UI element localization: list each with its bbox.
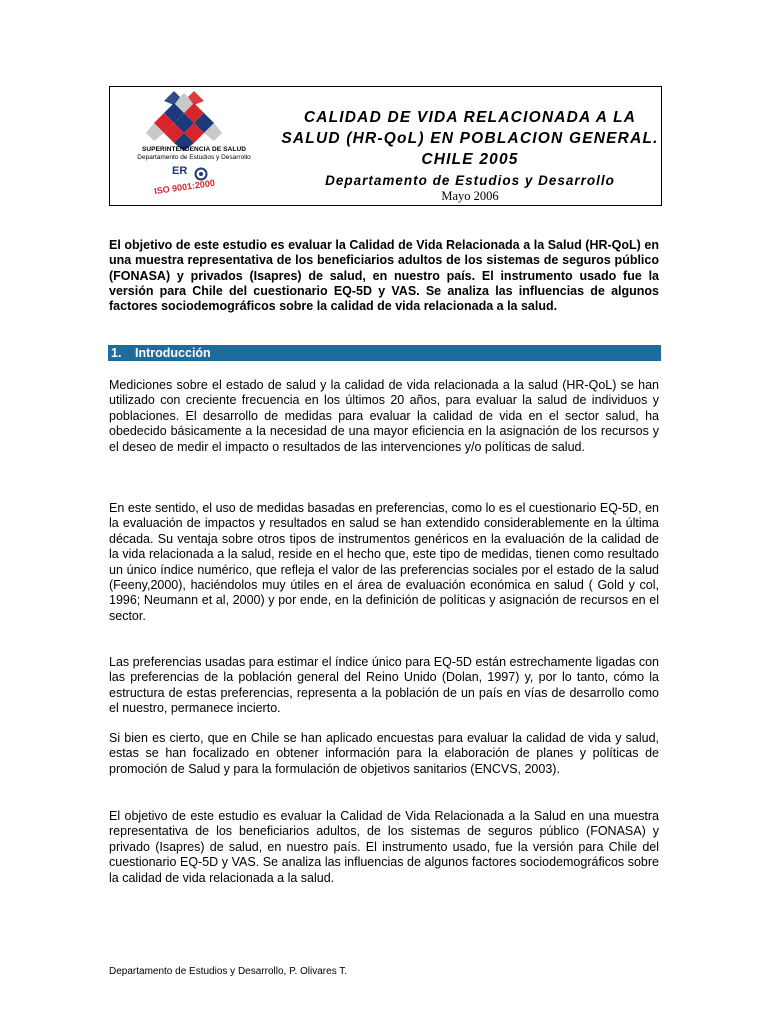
document-header — [109, 86, 662, 206]
publication-date: Mayo 2006 — [441, 189, 499, 203]
cross-emblem-icon — [114, 91, 274, 151]
abstract-paragraph: El objetivo de este estudio es evaluar la Calidad de Vida Relacionada a la Salud (HR-QoL) en una muestra representativa de los beneficiarios adultos de los sistemas de seguros público (FONASA) y privados (Isapres) de salud, en nuestro país. El instrumento usado fue la versión para Chile del cuestionario EQ-5D y VAS. Se analiza las influencias de algunos factores sociodemográficos sobre la calidad de vida relacionada a la salud. — [109, 238, 659, 314]
page-footer: Departamento de Estudios y Desarrollo, P. Olivares T. — [109, 966, 348, 977]
body-paragraph-1: Mediciones sobre el estado de salud y la calidad de vida relacionada a la salud (HR-QoL) se han utilizado con creciente frecuencia en los últimos 20 años, para evaluar la salud de individuos y poblaciones. El desarrollo de medidas para evaluar la calidad de vida en el sector salud, ha obedecido básicamente a la necesidad de una mayor eficiencia en la asignación de los recursos y el deseo de medir el impacto o resultados de las intervenciones y/o políticas de salud. — [109, 378, 659, 454]
title-block — [280, 107, 660, 204]
body-paragraph-3: Las preferencias usadas para estimar el índice único para EQ-5D están estrechamente ligadas con las preferencias de la población general del Reino Unido (Dolan, 1997) y, por lo tanto, cómo la estructura de estas preferencias, representa a la población de un país en vías de desarrollo como el nuestro, permanece incierto. — [109, 655, 659, 716]
section-number: 1. — [111, 346, 122, 360]
superintendencia-logo — [114, 91, 274, 203]
body-paragraph-2: En este sentido, el uso de medidas basadas en preferencias, como lo es el cuestionario EQ-5D, en la evaluación de impactos y resultados en salud se han extendido considerablemente en la última década. Su ventaja sobre otros tipos de instrumentos genéricos en la evaluación de la calidad de la vida relacionada a la salud, reside en el hecho que, este tipo de medidas, tienen como resultado un único índice numérico, que refleja el valor de las preferencias sociales por el estado de la salud (Feeny,2000), haciéndolos muy útiles en el área de evaluación económica en salud ( Gold y col, 1996; Neumann et al, 2000) y por ende, en la definición de políticas y asignación de recursos en el sector. — [109, 501, 659, 623]
body-paragraph-5: El objetivo de este estudio es evaluar la Calidad de Vida Relacionada a la Salud en una muestra representativa de los beneficiarios adultos, de los sistemas de seguros público (FONASA) y privado (Isapres) de salud, en nuestro país. El instrumento usado, fue la versión para Chile del cuestionario EQ-5D y VAS. Se analiza las influencias de algunos factores sociodemográficos sobre la calidad de vida relacionada a la salud. — [109, 809, 659, 885]
section-heading-introduccion — [108, 345, 661, 361]
department-subtitle: Departamento de Estudios y Desarrollo — [325, 173, 615, 188]
title-line-2: SALUD (HR-QoL) EN POBLACION GENERAL. — [281, 130, 659, 147]
title-line-1: CALIDAD DE VIDA RELACIONADA A LA — [303, 109, 637, 126]
iso-badge: ISO 9001:2000 — [153, 177, 216, 197]
title-line-3: CHILE 2005 — [421, 151, 519, 168]
logo-org-name: SUPERINTENDENCIA DE SALUD — [141, 146, 247, 153]
logo-dept-name: Departamento de Estudios y Desarrollo — [137, 154, 251, 161]
certification-mark: ER — [172, 165, 188, 177]
section-title: Introducción — [135, 346, 211, 360]
body-paragraph-4: Si bien es cierto, que en Chile se han aplicado encuestas para evaluar la calidad de vida y salud, estas se han focalizado en obtener información para la elaboración de planes y políticas de promoción de Salud y para la formulación de objetivos sanitarios (ENCVS, 2003). — [109, 731, 659, 776]
